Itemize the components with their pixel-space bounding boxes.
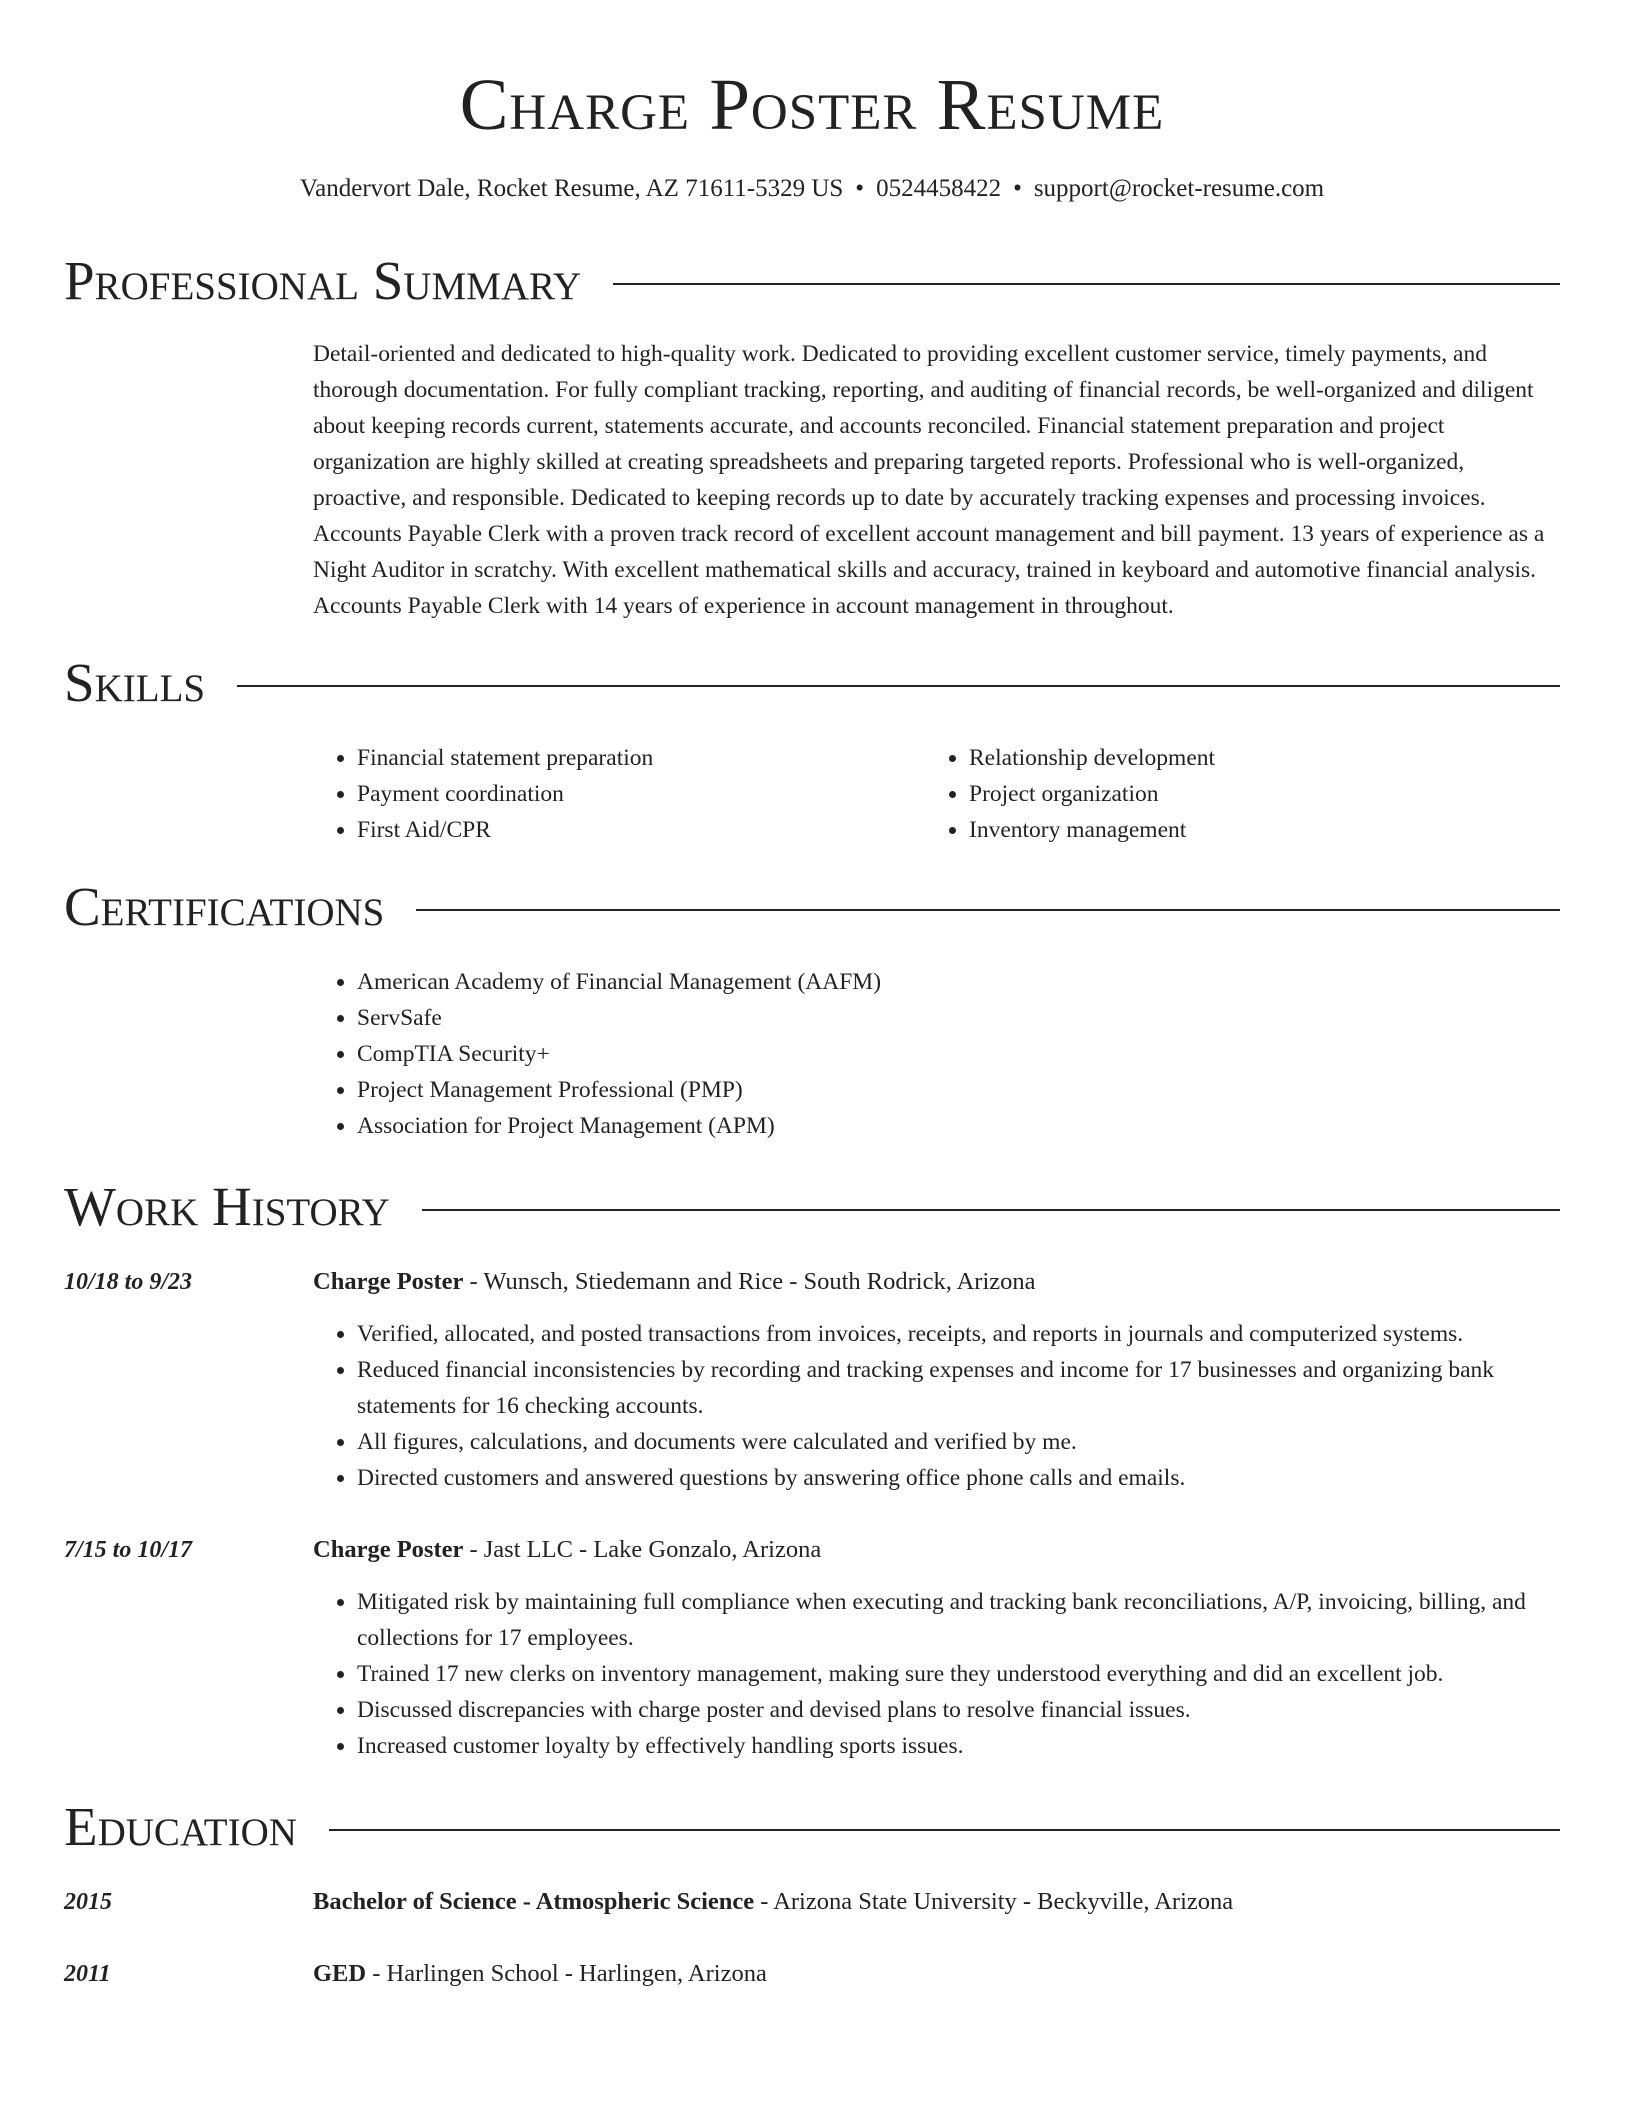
certifications-list xyxy=(313,964,1560,1144)
job-entry xyxy=(64,1264,1560,1496)
summary-text: Detail-oriented and dedicated to high-quality work. Dedicated to providing excellent customer service, timely payments, and thorough documentation. For fully compliant tracking, reporting, and auditing of financial records, be well-organized and diligent about keeping records current, statements accurate, and accounts reconciled. Financial statement preparation and project organization are highly skilled at creating spreadsheets and preparing targeted reports. Professional who is well-organized, proactive, and responsible. Dedicated to keeping records up to date by accurately tracking expenses and processing invoices. Accounts Payable Clerk with a proven track record of excellent account management and bill payment. 13 years of experience as a Night Auditor in scratchy. With excellent mathematical skills and accuracy, trained in keyboard and automotive financial analysis. Accounts Payable Clerk with 14 years of experience in account management in throughout. xyxy=(313,341,1545,619)
education-body xyxy=(313,1956,767,1992)
list-item: • Verified, allocated, and posted transactions from invoices, receipts, and reports in journals and computerized systems. xyxy=(357,1316,1560,1352)
job-body xyxy=(313,1264,1560,1496)
list-item: • First Aid/CPR xyxy=(357,812,925,848)
list-item: • ServSafe xyxy=(357,1000,1560,1036)
email-link[interactable]: support@rocket-resume.com xyxy=(1033,175,1325,202)
job-body xyxy=(313,1532,1560,1764)
list-item: • Discussed discrepancies with charge poster and devised plans to resolve financial issues. xyxy=(357,1692,1560,1728)
job-entry xyxy=(64,1532,1560,1764)
phone: 0524458422 xyxy=(876,175,1002,202)
section-title: Skills xyxy=(64,652,206,713)
education-degree: Bachelor of Science - Atmospheric Science xyxy=(313,1888,755,1915)
section-header-skills xyxy=(64,650,1560,716)
education-school: - Harlingen School - Harlingen, Arizona xyxy=(366,1960,767,1987)
resume-page xyxy=(64,0,1560,1992)
list-item: • All figures, calculations, and documents were calculated and verified by me. xyxy=(357,1424,1560,1460)
job-title-line xyxy=(313,1532,1560,1568)
list-item: • Reduced financial inconsistencies by recording and tracking expenses and income for 17 businesses and organizing bank statements for 16 checking accounts. xyxy=(357,1352,1560,1424)
section-title: Certifications xyxy=(64,876,385,937)
section-title: Work History xyxy=(64,1176,390,1237)
separator: • xyxy=(855,175,865,202)
job-bullets xyxy=(313,1316,1560,1496)
education-entry xyxy=(64,1884,1560,1920)
list-item: • Directed customers and answered questions by answering office phone calls and emails. xyxy=(357,1460,1560,1496)
job-title: Charge Poster xyxy=(313,1268,464,1295)
list-item: • Inventory management xyxy=(969,812,1560,848)
resume-title: Charge Poster Resume xyxy=(459,64,1165,145)
section-header-work xyxy=(64,1174,1560,1240)
contact-line xyxy=(64,172,1560,206)
section-divider xyxy=(329,1829,1560,1831)
section-divider xyxy=(422,1209,1560,1211)
job-employer: - Wunsch, Stiedemann and Rice - South Rodrick, Arizona xyxy=(463,1268,1036,1295)
list-item: • Project Management Professional (PMP) xyxy=(357,1072,1560,1108)
skills-column-left xyxy=(313,740,925,848)
section-header-certifications xyxy=(64,874,1560,940)
education-year: 2011 xyxy=(64,1961,111,1987)
list-item: • Mitigated risk by maintaining full compliance when executing and tracking bank reconciliations, A/P, invoicing, billing, and collections for 17 employees. xyxy=(357,1584,1560,1656)
education-year: 2015 xyxy=(64,1889,112,1915)
section-header-education xyxy=(64,1794,1560,1860)
section-divider xyxy=(416,909,1560,911)
list-item: • American Academy of Financial Management (AAFM) xyxy=(357,964,1560,1000)
job-dates: 7/15 to 10/17 xyxy=(64,1537,193,1563)
job-bullets xyxy=(313,1584,1560,1764)
job-dates: 10/18 to 9/23 xyxy=(64,1269,193,1295)
job-title: Charge Poster xyxy=(313,1536,464,1563)
section-title: Professional Summary xyxy=(64,250,582,311)
list-item: • Trained 17 new clerks on inventory management, making sure they understood everything and did an excellent job. xyxy=(357,1656,1560,1692)
section-header-summary xyxy=(64,248,1560,314)
list-item: • Payment coordination xyxy=(357,776,925,812)
job-title-line xyxy=(313,1264,1560,1300)
list-item: • Increased customer loyalty by effectively handling sports issues. xyxy=(357,1728,1560,1764)
skills-column-right xyxy=(925,740,1560,848)
certifications-ul xyxy=(313,964,1560,1144)
list-item: • Project organization xyxy=(969,776,1560,812)
education-entry xyxy=(64,1956,1560,1992)
education-body xyxy=(313,1884,1233,1920)
list-item: • CompTIA Security+ xyxy=(357,1036,1560,1072)
education-degree: GED xyxy=(313,1960,367,1987)
address: Vandervort Dale, Rocket Resume, AZ 71611-5329 US xyxy=(299,175,844,202)
education-school: - Arizona State University - Beckyville, Arizona xyxy=(754,1888,1234,1915)
list-item: • Financial statement preparation xyxy=(357,740,925,776)
list-item: • Association for Project Management (APM) xyxy=(357,1108,1560,1144)
skills-list xyxy=(313,740,1560,848)
list-item: • Relationship development xyxy=(969,740,1560,776)
section-divider xyxy=(237,685,1560,687)
section-divider xyxy=(613,283,1560,285)
section-title: Education xyxy=(64,1796,297,1857)
separator: • xyxy=(1013,175,1022,202)
job-employer: - Jast LLC - Lake Gonzalo, Arizona xyxy=(463,1536,822,1563)
